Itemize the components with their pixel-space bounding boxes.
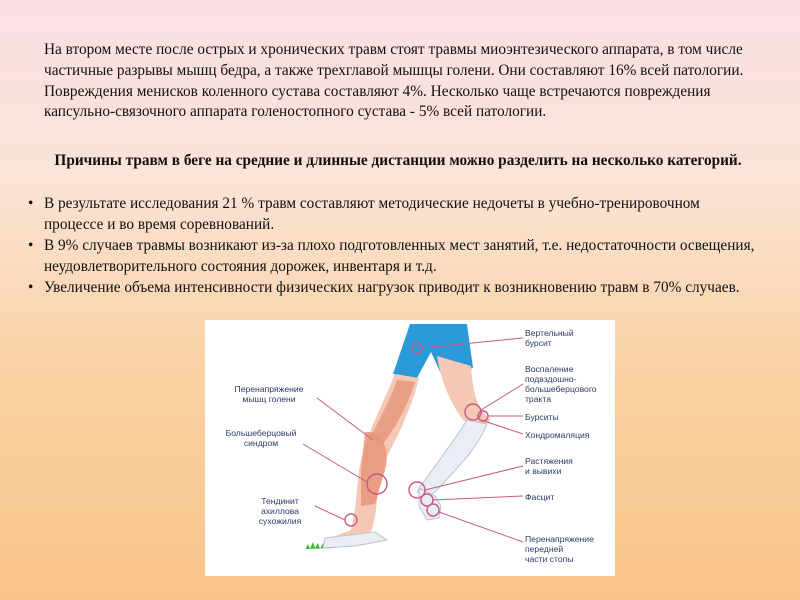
label-chondromalacia: Хондромаляция	[525, 430, 590, 440]
label-fasciitis: Фасцит	[525, 492, 555, 502]
callout-line	[439, 512, 523, 542]
list-item	[28, 277, 758, 298]
callout-line	[303, 444, 367, 482]
causes-list	[28, 193, 758, 298]
label-trochanteric-bursitis: Вертельный бурсит	[525, 328, 574, 348]
label-forefoot-overload: Перенапряжение передней части стопы	[525, 534, 594, 564]
list-item	[28, 235, 758, 277]
intro-paragraph: На втором месте после острых и хронических травм стоят травмы миоэнтезического аппарата, в том числе частичные разрывы мышц бедра, а также трехглавой мышцы голени. Они составляют 16% всей патологии. Повреждения менисков коленного сустава составляют 4%. Несколько чаще встречаются повреждения капсульно-связочного аппарата голеностопного сустава - 5% всей патологии.	[44, 41, 744, 121]
callout-line	[481, 420, 523, 434]
bullet-marker: •	[28, 279, 34, 296]
running-injuries-figure	[205, 320, 615, 576]
list-item-text: Увеличение объема интенсивности физических нагрузок приводит к возникновению травм в 70% случаев.	[44, 279, 740, 296]
causes-heading: Причины травм в беге на средние и длинные дистанции можно разделить на несколько категорий.	[54, 152, 742, 169]
label-bursitis: Бурситы	[525, 412, 559, 422]
callout-line	[433, 496, 523, 500]
label-tibial-syndrome: Большеберцовый синдром	[225, 428, 297, 448]
callout-line	[481, 384, 523, 410]
list-item-text: В результате исследования 21 % травм составляют методические недочеты в учебно-тренировочном процессе и во время соревнований.	[44, 195, 700, 233]
back-foot-icon	[323, 532, 387, 548]
list-item	[28, 193, 758, 235]
label-sprains: Растяжения и вывихи	[525, 456, 573, 476]
list-item-text: В 9% случаев травмы возникают из-за плохо подготовленных мест занятий, т.е. недостаточности освещения, неудовлетворительного состояния дорожек, инвентаря и т.д.	[44, 237, 755, 275]
callout-line	[315, 506, 345, 520]
label-itb-inflammation: Воспаление подвздошно- большеберцового тракта	[525, 364, 597, 404]
callout-line	[317, 398, 373, 440]
front-shin-icon	[417, 420, 487, 498]
label-shin-overload: Перенапряжение мышц голени	[234, 384, 304, 404]
bullet-marker: •	[28, 195, 34, 212]
bullet-marker: •	[28, 237, 34, 254]
label-achilles-tendinitis: Тендинит ахиллова сухожилия	[258, 496, 302, 526]
